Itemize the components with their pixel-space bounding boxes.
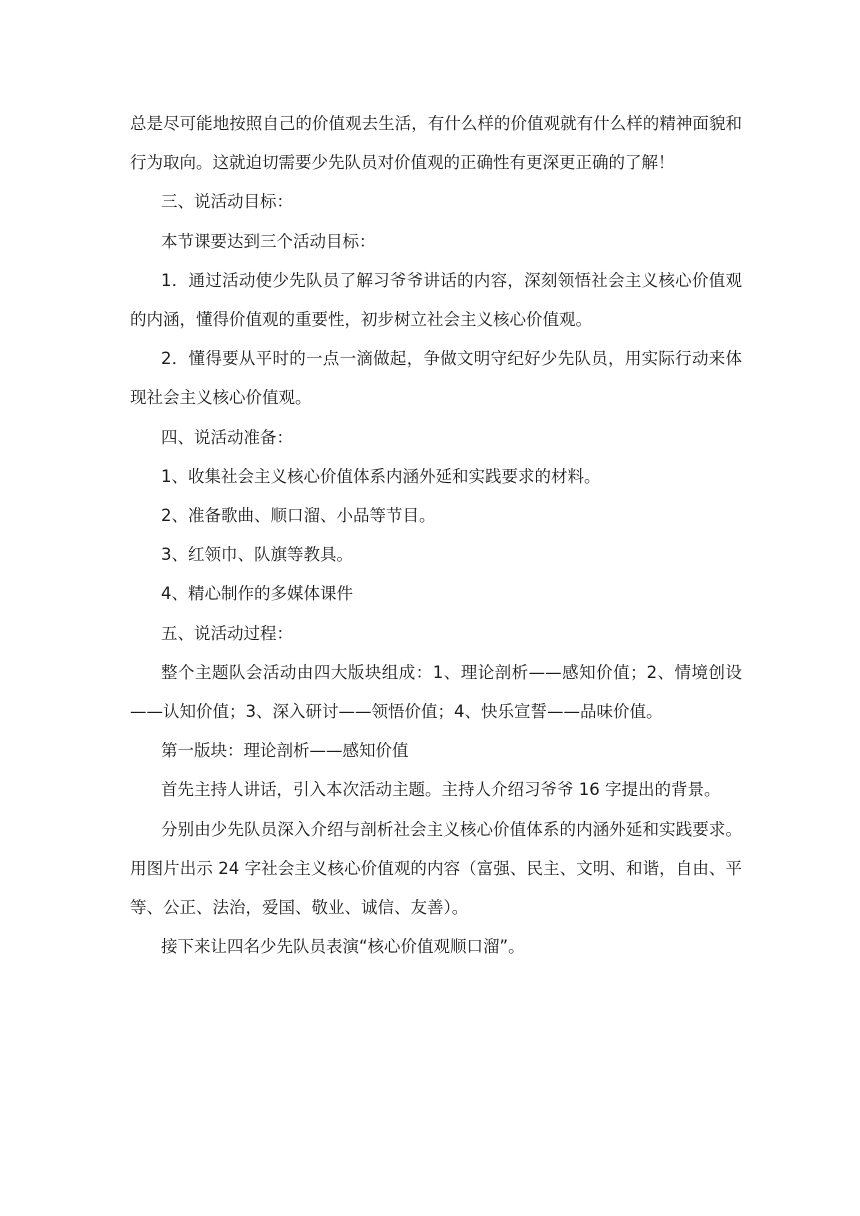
document-page: [130, 104, 742, 966]
preparation-item-3: 3、红领巾、队旗等教具。: [161, 545, 353, 565]
section-heading-activity-process: 五、说活动过程：: [161, 623, 293, 643]
paragraph-goals-intro: 本节课要达到三个活动目标：: [161, 231, 376, 251]
preparation-item-1: 1、收集社会主义核心价值体系内涵外延和实践要求的材料。: [161, 466, 601, 486]
subsection-heading-part-one: 第一版块：理论剖析——感知价值: [161, 741, 409, 761]
preparation-item-2: 2、准备歌曲、顺口溜、小品等节目。: [161, 506, 436, 526]
section-heading-activity-preparation: 四、说活动准备：: [161, 427, 293, 447]
section-heading-activity-goals: 三、说活动目标：: [161, 192, 293, 212]
paragraph-host-intro: 首先主持人讲话，引入本次活动主题。主持人介绍习爷爷 16 字提出的背景。: [161, 780, 721, 800]
goal-item-1: 1．通过活动使少先队员了解习爷爷讲话的内容，深刻领悟社会主义核心价值观的内涵，懂得价值观的重要性，初步树立社会主义核心价值观。: [130, 270, 742, 330]
paragraph-process-overview: 整个主题队会活动由四大版块组成：1、理论剖析——感知价值；2、情境创设——认知价值；3、深入研讨——领悟价值；4、快乐宣誓——品味价值。: [130, 662, 742, 722]
preparation-item-4: 4、精心制作的多媒体课件: [161, 584, 353, 604]
paragraph-performance: 接下来让四名少先队员表演“核心价值观顺口溜”。: [161, 937, 525, 957]
paragraph-continuation: 总是尽可能地按照自己的价值观去生活，有什么样的价值观就有什么样的精神面貌和行为取向。这就迫切需要少先队员对价值观的正确性有更深更正确的了解！: [130, 114, 742, 173]
goal-item-2: 2．懂得要从平时的一点一滴做起，争做文明守纪好少先队员，用实际行动来体现社会主义核心价值观。: [130, 349, 742, 408]
paragraph-core-values: 分别由少先队员深入介绍与剖析社会主义核心价值体系的内涵外延和实践要求。用图片出示 24 字社会主义核心价值观的内容（富强、民主、文明、和谐，自由、平等、公正、法治，爱国、敬业、诚信、友善）。: [130, 819, 742, 918]
